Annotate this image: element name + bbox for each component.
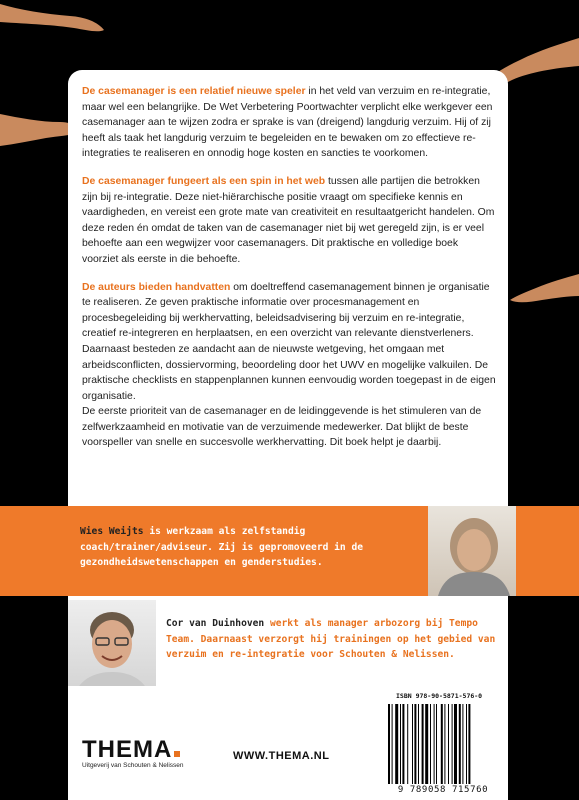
author-text-duinhoven: werkt als manager arbozorg bij Tempo Team. Daarnaast verzorgt hij trainingen op het gebied van verzuim en re-integratie voor Schouten & Nelissen. bbox=[166, 618, 496, 660]
back-cover-footer bbox=[68, 686, 508, 800]
publisher-logo bbox=[82, 736, 180, 764]
paragraph-authors-text: om doeltreffend casemanagement binnen je organisatie te realiseren. Ze geven praktische informatie over procesmanagement en procesbegeleiding bij werkhervatting, beleidsadvisering bij verzuim en re-integratie, creatief re-integreren en herplaatsen, en een overzicht van relevante dienstverleners. Daarnaast besteden ze aandacht aan de nieuwste wetgeving, het omgaan met arbeidsconflicten, dossiervorming, beoordeling door het UWV en mogelijke valkuilen. De praktische checklists en stappenplannen kunnen eenvoudig worden toegepast in de eigen organisatie. bbox=[82, 281, 496, 402]
author-photo-duinhoven bbox=[68, 600, 156, 696]
publisher-name: Uitgeverij van Schouten & Nelissen bbox=[82, 762, 184, 769]
hand-right-image bbox=[500, 270, 579, 310]
hand-top-left-image bbox=[0, 0, 110, 40]
paragraph-authors bbox=[82, 280, 496, 405]
paragraph-authors-lead: De auteurs bieden handvatten bbox=[82, 281, 231, 293]
publisher-logo-text: THEMA bbox=[82, 736, 173, 763]
publisher-url: WWW.THEMA.NL bbox=[233, 750, 330, 762]
paragraph-intro-lead: De casemanager is een relatief nieuwe speler bbox=[82, 86, 306, 97]
author-name-weijts: Wies Weijts bbox=[80, 526, 144, 537]
paragraph-intro-text: in het veld van verzuim en re-integratie, maar wel een belangrijke. De Wet Verbetering Poortwachter verplicht elke werkgever een casemanager aan te wijzen zodra er sprake is van (dreigend) langdurig verzuim. Hij of zij heeft als taak het langdurig verzuim te begeleiden en te bewaken om zo effectieve re-integraties te realiseren en onnodig hoge kosten en sancties te voorkomen. bbox=[82, 86, 493, 160]
isbn-label: ISBN 978-90-5871-576-0 bbox=[396, 692, 483, 700]
description-panel bbox=[68, 70, 508, 520]
author-text-weijts: is werkzaam als zelfstandig coach/trainer/adviseur. Zij is gepromoveerd in de gezondheidswetenschappen en genderstudies. bbox=[80, 526, 364, 568]
author-photo-weijts bbox=[428, 506, 516, 596]
paragraph-role-text: tussen alle partijen die betrokken zijn bij re-integratie. Deze niet-hiërarchische positie vraagt om specifieke kennis en vaardigheden, en vereist een grote mate van creativiteit en resultaatgericht handelen. Om deze reden én omdat de taken van de casemanager niet bij wet geregeld zijn, is er veel behoefte aan een wegwijzer voor casemanagers. Dit praktische en volledige boek voorziet als eerste in die behoefte. bbox=[82, 175, 495, 265]
paragraph-intro bbox=[82, 84, 496, 162]
paragraph-role bbox=[82, 174, 496, 268]
paragraph-role-lead: De casemanager fungeert als een spin in het web bbox=[82, 175, 326, 187]
isbn-barcode-image bbox=[386, 704, 500, 784]
logo-dot-icon bbox=[174, 751, 180, 757]
author-name-duinhoven: Cor van Duinhoven bbox=[166, 618, 265, 629]
author-bio-duinhoven bbox=[166, 616, 501, 663]
paragraph-priority: De eerste prioriteit van de casemanager en de leidinggevende is het stimuleren van de zelfwerkzaamheid en motivatie van de verzuimende medewerker. Dat blijkt de beste voorspeller van snelle en succesvolle werkhervatting. Dit boek helpt je daarbij. bbox=[82, 406, 482, 449]
barcode-number: 9 789058 715760 bbox=[397, 785, 489, 795]
author-bio-weijts bbox=[80, 524, 420, 571]
